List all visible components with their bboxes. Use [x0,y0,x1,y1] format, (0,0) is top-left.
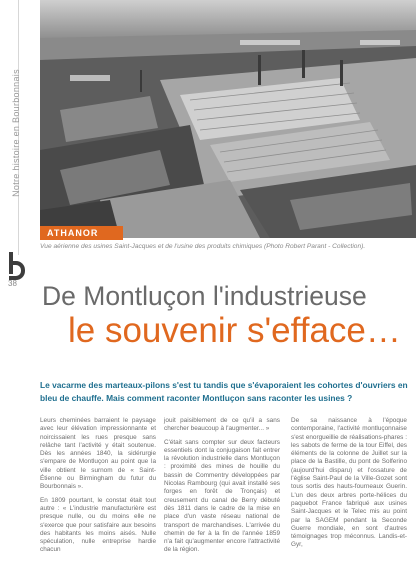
section-tag: ATHANOR [40,226,123,240]
body-paragraph: C'était sans compter sur deux facteurs essentiels dont la conjugaison fait entrer la révolution industrielle dans Montluçon : proximité des mines de houille du bassin de Commentry développées par Nicolas Rambourg (qui avait installé ses forges en forêt de Tronçais) et creusement du canal de Berry débuté dès 1811 dans le cadre de la mise en place d'un vaste réseau national de transport de marchandises. L'arrivée du chemin de fer à la fin de l'année 1859 n'a fait qu'augmenter encore l'attractivité de la région. [164,438,280,554]
magazine-logo [7,252,27,278]
body-paragraph: En 1809 pourtant, le constat était tout autre : « L'industrie manufacturière est presque nulle, ou du moins elle ne s'exerce que pour satisfaire aux besoins des habitants les moins aisés. Nulle spéculation, nulle entreprise hardie chacun [40,496,156,554]
sidebar-section-label [2,18,30,248]
headline-line-1: De Montluçon l'industrieuse [42,281,367,311]
aerial-factory-photo [40,0,416,238]
body-paragraph: Leurs cheminées barraient le paysage avec leur élévation impressionnante et noircissaient les rues presque sans relâche tant l'activité y était soutenue. Dès les années 1840, la sidérurgie s'empare de Montluçon au point que la ville obtient le surnom de « Saint-Étienne ou Birmingham du futur du Bourbonnais ». [40,417,156,491]
lead-paragraph: Le vacarme des marteaux-pilons s'est tu tandis que s'évaporaient les cohortes d'ouvriers en bleu de chauffe. Mais comment raconter Montluçon sans raconter les usines ? [40,380,408,403]
photo-caption: Vue aérienne des usines Saint-Jacques et de l'usine des produits chimiques (Photo Robert Parant - Collection). [40,243,366,250]
body-column-3 [291,417,407,555]
headline-line-2: le souvenir s'efface… [68,311,401,350]
section-name: Notre histoire en Bourbonnais [11,69,21,197]
body-paragraph: jouit paisiblement de ce qu'il a sans chercher beaucoup à l'augmenter... » [164,417,280,433]
body-column-1 [40,417,156,560]
page-number: 38 [8,279,17,288]
body-paragraph: De sa naissance à l'époque contemporaine, l'activité montluçonnaise s'est enorgueillie de réalisations-phares : les sabots de ferme de la tour Eiffel, des éléments de la colonne de Juillet sur la place de la Bastille, du pont de Solferino (aujourd'hui disparu) et l'ossature de l'église Saint-Paul de la Ville-Gozet sont tous sortis des hauts-fourneaux Guerin. L'un des deux arbres porte-hélices du paquebot France fabriqué aux usines Saint-Jacques et le Telec mis au point par la SAGEM pendant la Seconde Guerre mondiale, en sont d'autres témoignages trop méconnus. Landis-et-Gyr, [291,417,407,549]
body-column-2 [164,417,280,560]
